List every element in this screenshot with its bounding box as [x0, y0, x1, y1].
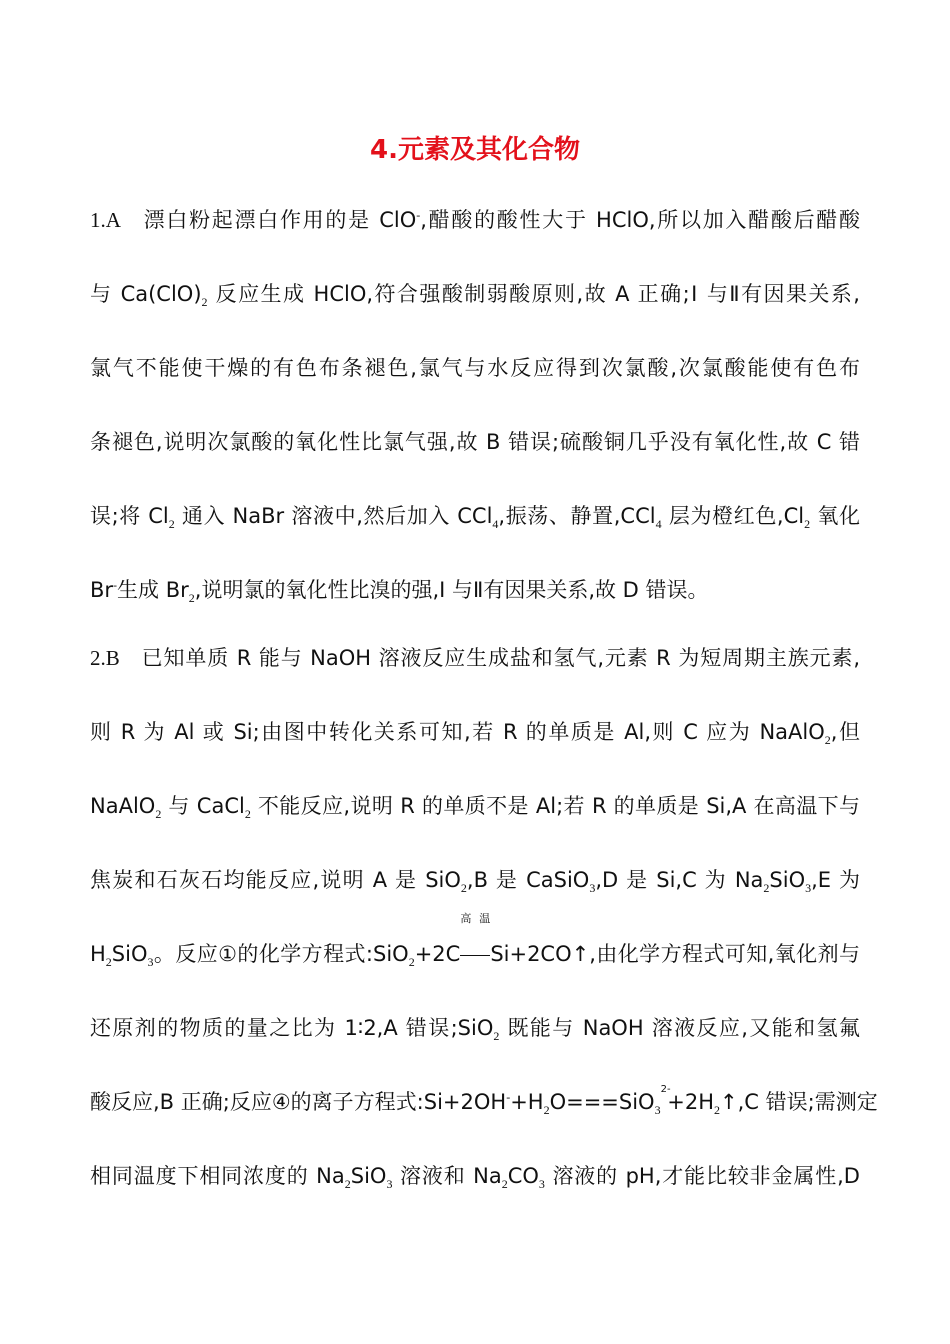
subscript: 2 [714, 1103, 721, 1118]
q2-answer-label: 2.B [90, 646, 120, 670]
subscript: 2 [493, 1029, 500, 1044]
q2-line-2 [90, 707, 860, 781]
text: H [90, 942, 106, 966]
q2-line-8 [90, 1151, 860, 1225]
text: CO [507, 1164, 539, 1188]
text: 还原剂的物质的量之比为 1∶2,A 错误;SiO [90, 1016, 494, 1040]
text: 生成 Br [117, 578, 189, 602]
q2-line-7 [90, 1077, 878, 1151]
subscript: 2 [824, 733, 831, 748]
text: 则 R 为 Al 或 Si;由图中转化关系可知,若 R 的单质是 Al,则 C 应为 NaAlO [90, 720, 825, 744]
q2-line-6 [90, 1003, 860, 1077]
subscript: 3 [147, 955, 154, 970]
text: ↑,C 错误;需测定 [720, 1090, 878, 1114]
subscript: 2 [804, 517, 811, 532]
text: 溶液的 pH,才能比较非金属性,D [544, 1164, 860, 1188]
q1-line-4: 条褪色,说明次氯酸的氧化性比氯气强,故 B 错误;硫酸铜几乎没有氧化性,故 C 错 [90, 430, 860, 454]
subscript: 4 [655, 517, 662, 532]
text: 酸反应,B 正确;反应④的离子方程式:Si+2OH [90, 1090, 507, 1114]
text: ,说明氯的氧化性比溴的强,Ⅰ 与Ⅱ有因果关系,故 D 错误。 [194, 578, 709, 602]
subscript: 2 [201, 295, 208, 310]
q1-answer-label: 1.A [90, 208, 121, 232]
subscript: 2 [763, 881, 770, 896]
text: 相同温度下相同浓度的 Na [90, 1164, 345, 1188]
subscript: 2 [344, 1177, 351, 1192]
subscript: 2 [460, 881, 467, 896]
q1-line-5 [90, 491, 860, 565]
text: ,D 是 Si,C 为 Na [595, 868, 764, 892]
subscript: 2 [408, 955, 415, 970]
subscript: 2 [105, 955, 112, 970]
text: SiO [769, 868, 806, 892]
text: 既能与 NaOH 溶液反应,又能和氢氟 [499, 1016, 860, 1040]
text: ,醋酸的酸性大于 HClO,所以加入醋酸后醋酸 [420, 208, 861, 232]
subscript: 2 [543, 1103, 550, 1118]
text: SiO [111, 942, 148, 966]
text: +2H [667, 1090, 715, 1114]
text: Si+2CO↑,由化学方程式可知,氧化剂与 [490, 942, 860, 966]
section-title: 4.元素及其化合物 [370, 135, 580, 165]
text: 与 Ca(ClO) [90, 282, 202, 306]
subscript: 2 [168, 517, 175, 532]
text: 。反应①的化学方程式:SiO [153, 942, 409, 966]
q1-line-2 [90, 269, 860, 343]
condition-label: 高温 [460, 912, 491, 925]
silicate-ion [654, 1077, 671, 1127]
text: 与 CaCl [161, 794, 245, 818]
subscript: 2 [155, 807, 162, 822]
subscript: 3 [654, 1103, 661, 1118]
q2-line-3 [90, 781, 860, 855]
subscript: 3 [589, 881, 596, 896]
subscript: 2 [501, 1177, 508, 1192]
text: SiO [350, 1164, 387, 1188]
text: 已知单质 R 能与 NaOH 溶液反应生成盐和氢气,元素 R 为短周期主族元素, [140, 646, 860, 670]
text: 焦炭和石灰石均能反应,说明 A 是 SiO [90, 868, 461, 892]
subscript: 3 [386, 1177, 393, 1192]
q1-line-3: 氯气不能使干燥的有色布条褪色,氯气与水反应得到次氯酸,次氯酸能使有色布 [90, 356, 860, 380]
text: O===SiO [549, 1090, 655, 1114]
text: Br [90, 578, 114, 602]
q1-line-1 [90, 195, 860, 269]
text: 通入 NaBr 溶液中,然后加入 CCl [174, 504, 493, 528]
text: 误;将 Cl [90, 504, 169, 528]
q2-line-1 [90, 633, 860, 707]
text: 溶液和 Na [392, 1164, 502, 1188]
equation-arrow [460, 955, 490, 956]
text: ,振荡、静置,CCl [498, 504, 656, 528]
q2-line-5 [90, 912, 860, 1003]
subscript: 2 [188, 591, 195, 606]
subscript: 3 [805, 881, 812, 896]
q1-line-6 [90, 565, 860, 633]
answer-body [90, 195, 878, 1225]
text: ,B 是 CaSiO [466, 868, 590, 892]
text: +2C [414, 942, 461, 966]
text: 层为橙红色,Cl [661, 504, 805, 528]
superscript: - [113, 578, 118, 592]
subscript: 3 [538, 1177, 545, 1192]
superscript: - [506, 1090, 511, 1104]
text: 氧化 [810, 504, 861, 528]
text: ,E 为 [811, 868, 860, 892]
text: 漂白粉起漂白作用的是 ClO [141, 208, 417, 232]
reaction-condition [460, 912, 491, 979]
subscript: 4 [492, 517, 499, 532]
text: 不能反应,说明 R 的单质不是 Al;若 R 的单质是 Si,A 在高温下与 [250, 794, 860, 818]
text: 反应生成 HClO,符合强酸制弱酸原则,故 A 正确;Ⅰ 与Ⅱ有因果关系, [207, 282, 860, 306]
text: ,但 [830, 720, 860, 744]
text: NaAlO [90, 794, 156, 818]
ion-charge: 2- [660, 1084, 671, 1095]
superscript: - [416, 208, 421, 222]
subscript: 2 [244, 807, 251, 822]
text: +H [510, 1090, 544, 1114]
